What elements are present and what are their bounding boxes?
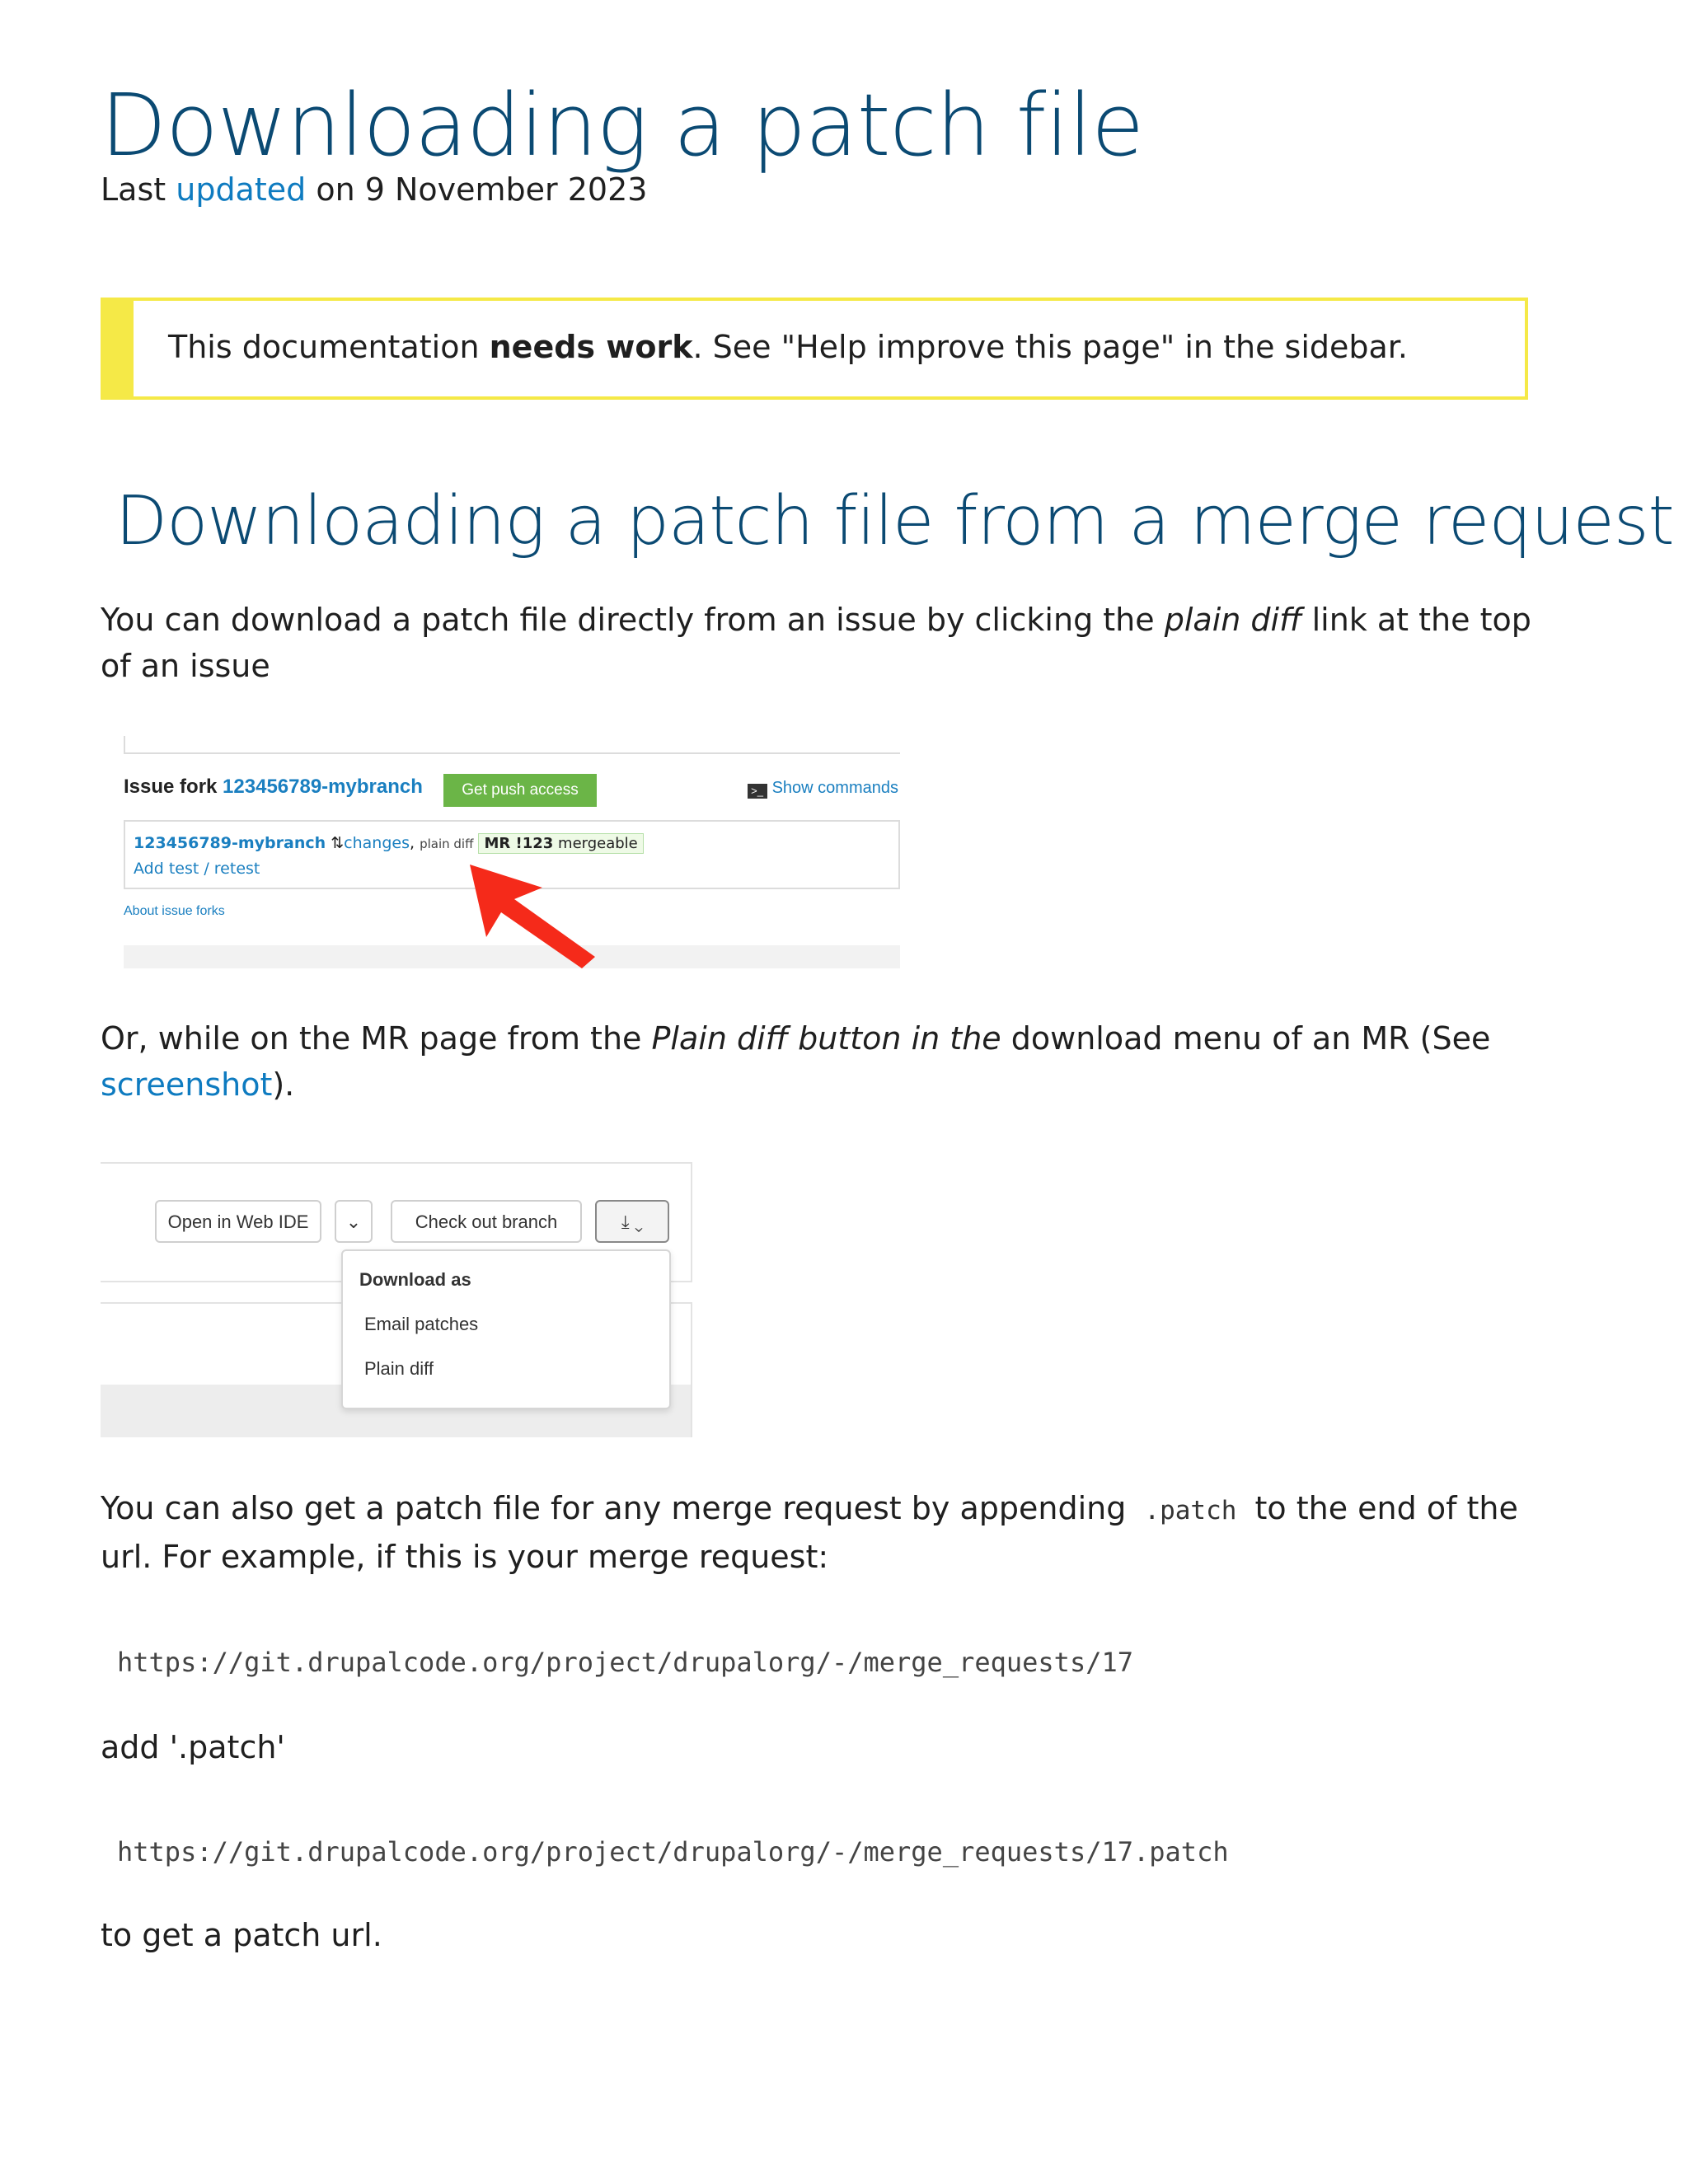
callout-accent-bar: [104, 301, 134, 396]
paragraph-plain-diff: You can download a patch file directly from an issue by clicking the plain diff link at the top of an issue: [101, 602, 1531, 684]
download-icon: ⤓ ⌄: [595, 1200, 669, 1243]
about-issue-forks-link: About issue forks: [124, 904, 225, 918]
section-title: Downloading a patch file from a merge request: [115, 482, 1674, 560]
paragraph-append-patch: You can also get a patch file for any merge request by appending .patch to the end of the url. For example, if this is your merge request:: [101, 1490, 1518, 1575]
red-arrow-icon: [124, 736, 900, 968]
branch-row: 123456789-mybranch ⇅changes, plain diff MR !123 mergeable: [134, 833, 644, 854]
issue-fork-screenshot: [124, 736, 900, 968]
merge-icon: ⇅: [331, 834, 345, 852]
needs-work-callout: [101, 298, 1528, 400]
callout-text: This documentation needs work. See "Help improve this page" in the sidebar.: [168, 329, 1409, 365]
download-dropdown: Download as Email patches Plain diff: [341, 1249, 671, 1409]
mr-download-screenshot: [101, 1162, 692, 1437]
terminal-icon: >_: [748, 784, 767, 799]
last-updated: Last updated on 9 November 2023: [101, 171, 648, 208]
plain-diff-item: Plain diff: [364, 1358, 434, 1379]
chevron-down-icon: ⌄: [335, 1200, 373, 1243]
patch-inline-code: .patch: [1144, 1496, 1237, 1526]
open-web-ide-button: Open in Web IDE: [155, 1200, 321, 1243]
plain-diff-link: plain diff: [420, 837, 474, 851]
updated-link[interactable]: updated: [176, 171, 307, 208]
screenshot-link[interactable]: screenshot: [101, 1066, 273, 1103]
show-commands-link: >_ Show commands: [748, 779, 898, 799]
paragraph-get-patch-url: to get a patch url.: [101, 1917, 382, 1953]
code-block-mr-url: https://git.drupalcode.org/project/drupalorg/-/merge_requests/17: [117, 1647, 1133, 1678]
paragraph-add-patch: add '.patch': [101, 1729, 285, 1765]
paragraph-mr-page: Or, while on the MR page from the Plain diff button in the download menu of an MR (See screenshot).: [101, 1020, 1491, 1103]
email-patches-item: Email patches: [364, 1314, 479, 1334]
check-out-branch-button: Check out branch: [391, 1200, 582, 1243]
page-title: Downloading a patch file: [101, 75, 1144, 176]
mr-badge: MR !123 mergeable: [478, 833, 643, 854]
get-push-access-button: Get push access: [443, 774, 597, 807]
code-block-patch-url: https://git.drupalcode.org/project/drupalorg/-/merge_requests/17.patch: [117, 1836, 1229, 1868]
add-test-link: Add test / retest: [134, 860, 260, 878]
issue-fork-heading: Issue fork 123456789-mybranch: [124, 776, 423, 798]
